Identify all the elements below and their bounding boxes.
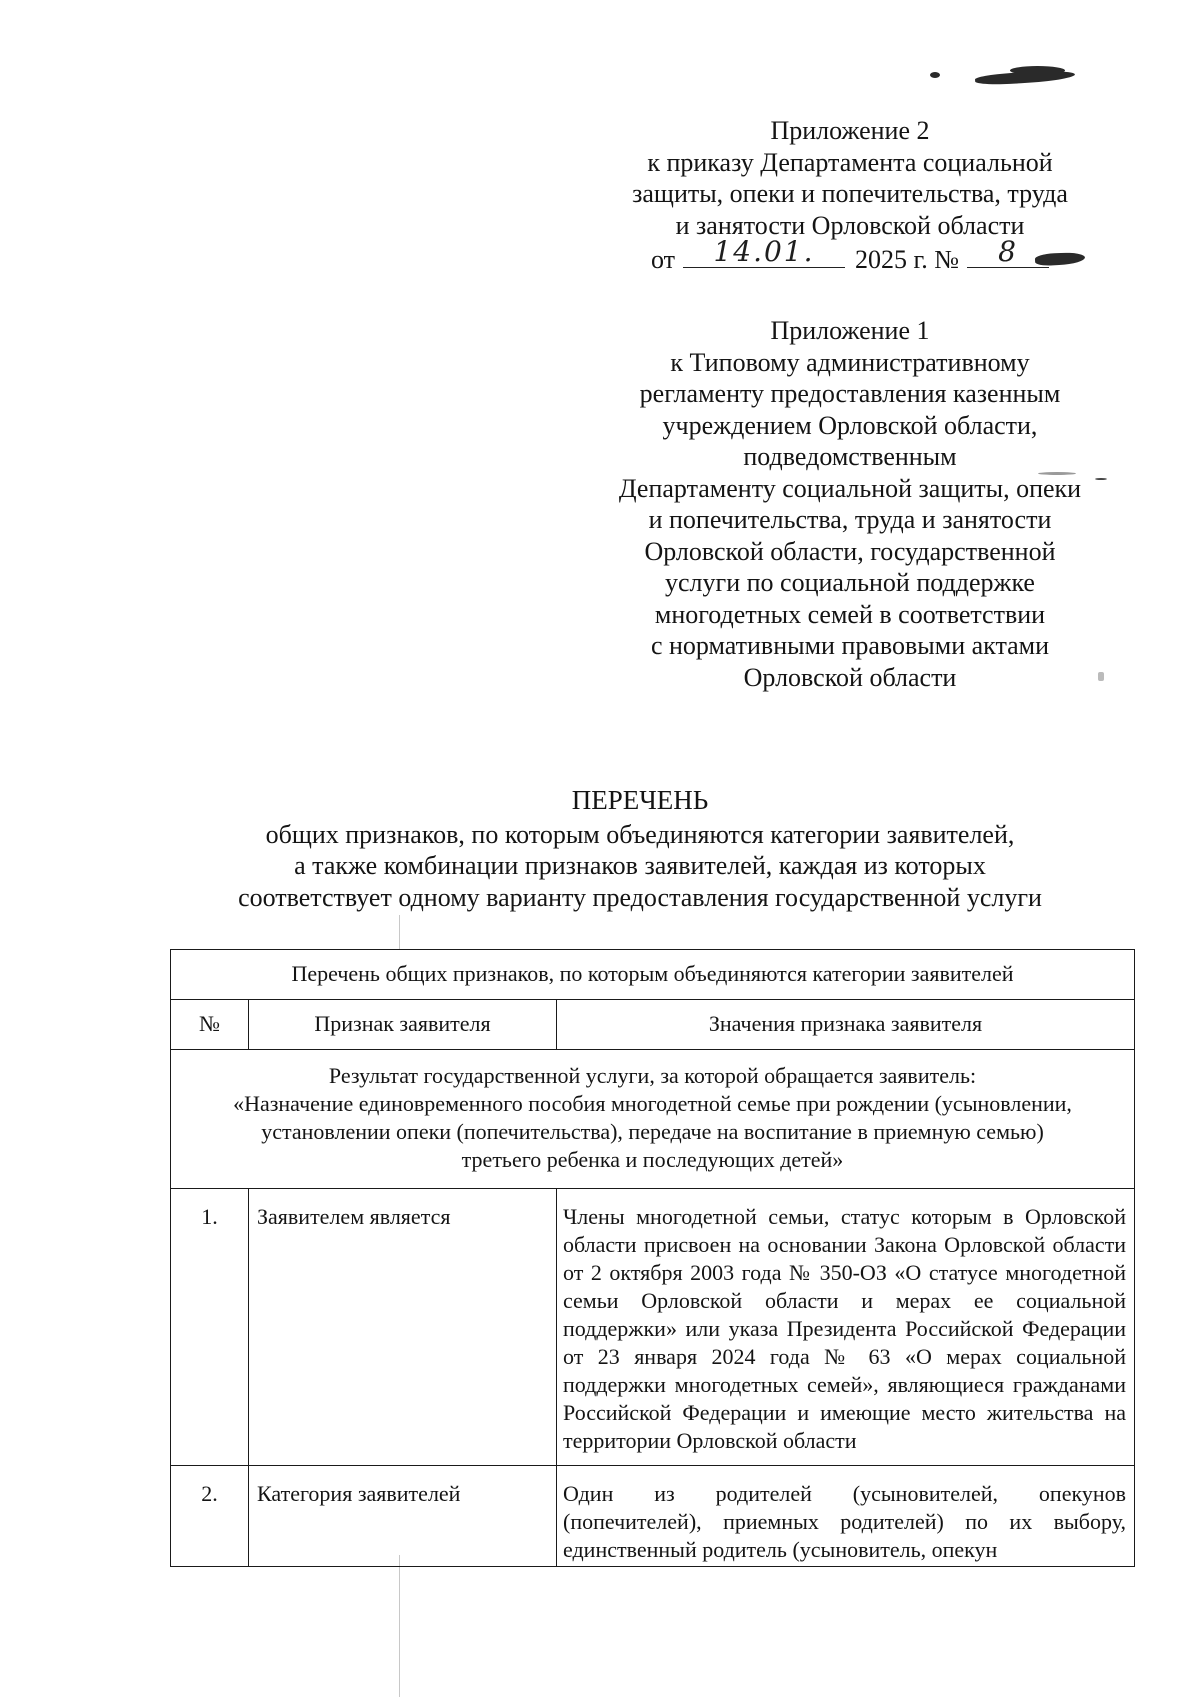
annex-1-line: Департаменту социальной защиты, опеки — [618, 473, 1082, 503]
annex-2-line: к приказу Департамента социальной — [647, 147, 1053, 177]
annex-1-line: многодетных семей в соответствии — [654, 599, 1046, 629]
service-result-line: Результат государственной услуги, за которой обращается заявитель: — [328, 1063, 977, 1088]
table-header-row — [171, 1000, 1135, 1050]
annex-2-line: защиты, опеки и попечительства, труда — [632, 179, 1068, 208]
annex-1-line: регламенту предоставления казенным — [639, 379, 1061, 408]
service-result-cell — [171, 1050, 1135, 1189]
annex-1-title: Приложение 1 — [770, 316, 930, 345]
number-blank — [967, 234, 1049, 268]
scan-blot — [1010, 66, 1065, 75]
row-number: 2. — [171, 1466, 249, 1567]
document-subtitle-line: соответствует одному варианту предоставления государственной услуги — [238, 882, 1042, 912]
row-value: Один из родителей (усыновителей, опекунов (попечителей), приемных родителей) по их выбору, единственный родитель (усыновитель, опекун — [557, 1466, 1135, 1567]
order-date-line — [590, 234, 1110, 276]
row-sign: Категория заявителей — [249, 1466, 557, 1567]
annex-2-title: Приложение 2 — [770, 116, 930, 145]
header-sign: Признак заявителя — [249, 1000, 557, 1050]
document-title: ПЕРЕЧЕНЬ — [571, 785, 709, 815]
annex-1-line: учреждением Орловской области, — [662, 410, 1038, 440]
document-subtitle-line: а также комбинации признаков заявителей, каждая из которых — [294, 851, 986, 880]
table-caption-row — [171, 950, 1135, 1000]
year-and-number-label: 2025 г. № — [854, 245, 960, 274]
handwritten-date: 14.01. — [713, 234, 815, 268]
annex-1-line: Орловской области — [743, 662, 957, 692]
handwritten-number: 8 — [998, 234, 1018, 268]
date-prefix: от — [650, 245, 675, 274]
service-result-line: «Назначение единовременного пособия многодетной семье при рождении (усыновлении, — [233, 1091, 1072, 1116]
ink-blot — [1035, 252, 1086, 267]
annex-1-line: с нормативными правовыми актами — [650, 631, 1050, 660]
scan-fold-line — [399, 915, 400, 950]
table-row — [171, 1189, 1135, 1466]
scan-fold-line — [399, 1555, 400, 1697]
annex-1-line: услуги по социальной поддержке — [665, 568, 1035, 597]
annex-2-header — [590, 115, 1110, 276]
annex-2-line: и занятости Орловской области — [675, 210, 1025, 240]
annex-1-line: подведомственным — [743, 442, 957, 471]
annex-1-line: Орловской области, государственной — [644, 536, 1056, 566]
date-blank — [683, 234, 845, 268]
annex-1-line: к Типовому административному — [670, 347, 1030, 377]
table-row — [171, 1466, 1135, 1567]
row-number: 1. — [171, 1189, 249, 1466]
row-sign: Заявителем является — [249, 1189, 557, 1466]
scan-speck — [930, 72, 940, 78]
annex-1-line: и попечительства, труда и занятости — [648, 505, 1052, 534]
document-subtitle-line: общих признаков, по которым объединяются категории заявителей, — [265, 819, 1015, 849]
header-value: Значения признака заявителя — [557, 1000, 1135, 1050]
list-heading — [150, 785, 1130, 913]
annex-1-header — [590, 315, 1110, 693]
service-result-row — [171, 1050, 1135, 1189]
table-caption: Перечень общих признаков, по которым объединяются категории заявителей — [171, 950, 1135, 1000]
criteria-table — [170, 949, 1135, 1567]
service-result-line: установлении опеки (попечительства), передаче на воспитание в приемную семью) — [261, 1119, 1044, 1144]
row-value: Члены многодетной семьи, статус которым в Орловской области присвоен на основании Закона Орловской области от 2 октября 2003 года № 350-ОЗ «О статусе многодетной семьи Орловской области и мерах ее социальной поддержки» или указа Президента Российской Федерации от 23 января 2024 года № 63 «О мерах социальной поддержки многодетных семей», являющиеся гражданами Российской Федерации и имеющие место жительства на территории Орловской области — [557, 1189, 1135, 1466]
header-number: № — [171, 1000, 249, 1050]
service-result-line: третьего ребенка и последующих детей» — [461, 1147, 844, 1172]
